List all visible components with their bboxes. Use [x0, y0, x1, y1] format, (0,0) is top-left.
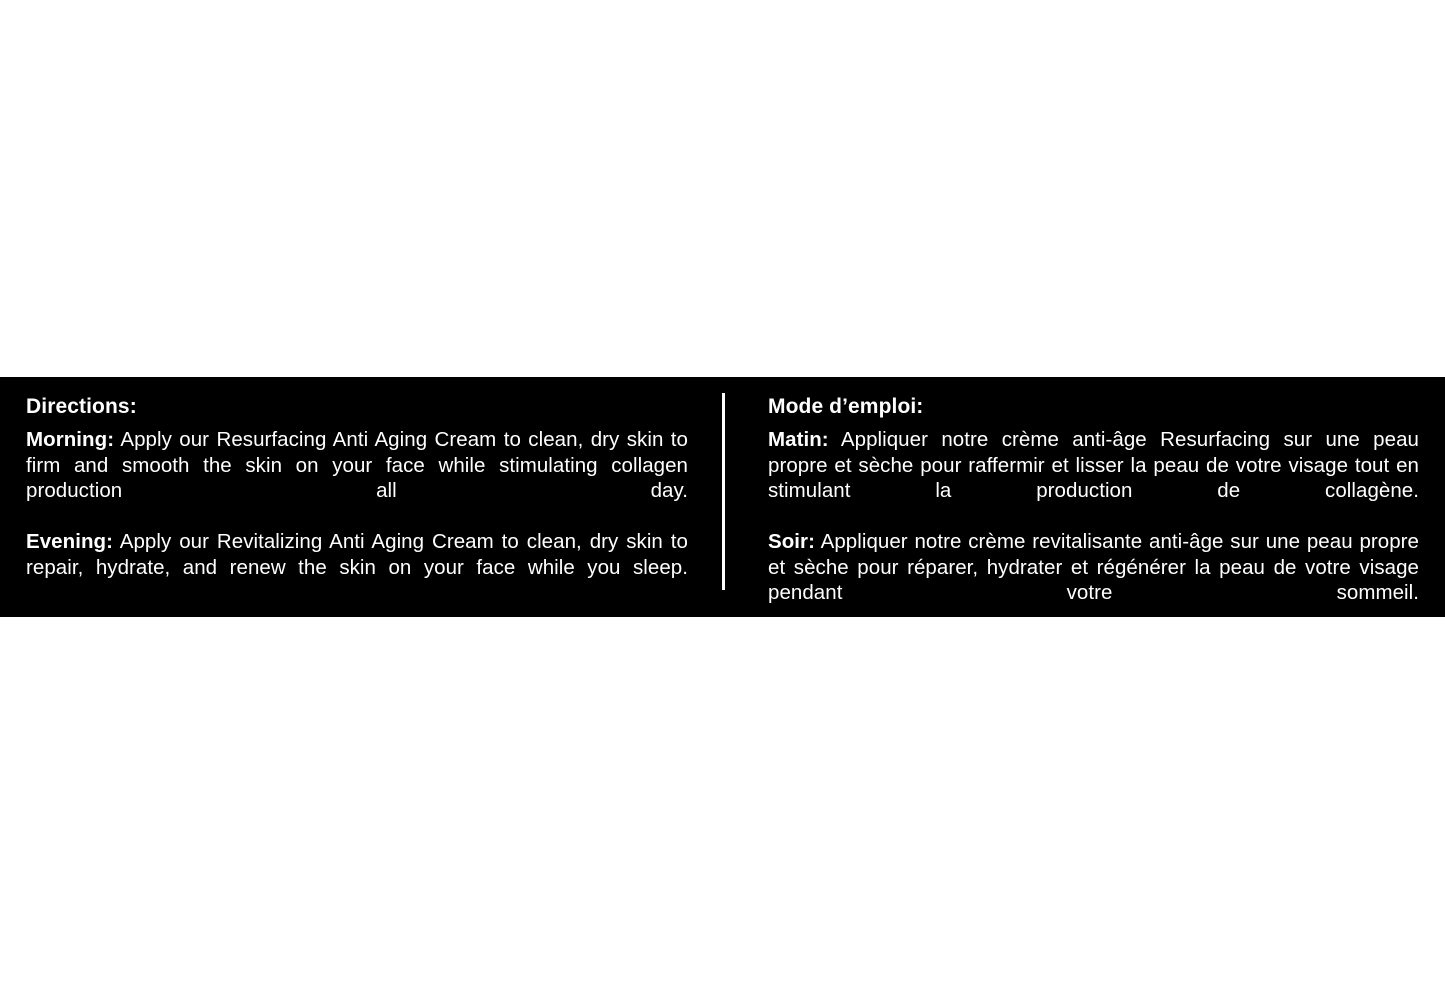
directions-panel-english [0, 377, 722, 617]
directions-morning-paragraph [26, 427, 688, 529]
directions-heading-english: Directions: [26, 395, 137, 418]
directions-matin-paragraph [768, 427, 1419, 529]
directions-evening-paragraph [26, 529, 688, 606]
directions-heading-french: Mode d’emploi: [768, 395, 924, 418]
directions-morning-lead: Morning: [26, 428, 115, 452]
directions-soir-lead: Soir: [768, 530, 815, 554]
directions-matin-lead: Matin: [768, 428, 829, 452]
directions-panel-french [722, 377, 1445, 617]
directions-morning-text: Apply our Resurfacing Anti Aging Cream to clean, dry skin to firm and smooth the skin on your face while stimulating collagen production all day. [26, 428, 688, 503]
directions-soir-text: Appliquer notre crème revitalisante anti-âge sur une peau propre et sèche pour réparer, hydrater et régénérer la peau de votre visage pendant votre sommeil. [768, 530, 1419, 605]
directions-evening-lead: Evening: [26, 530, 113, 554]
panel-divider [722, 393, 725, 590]
directions-soir-paragraph [768, 529, 1419, 631]
directions-matin-text: Appliquer notre crème anti-âge Resurfacing sur une peau propre et sèche pour raffermir et lisser la peau de votre visage tout en stimulant la production de collagène. [768, 428, 1419, 503]
directions-evening-text: Apply our Revitalizing Anti Aging Cream to clean, dry skin to repair, hydrate, and renew the skin on your face while you sleep. [26, 530, 688, 579]
